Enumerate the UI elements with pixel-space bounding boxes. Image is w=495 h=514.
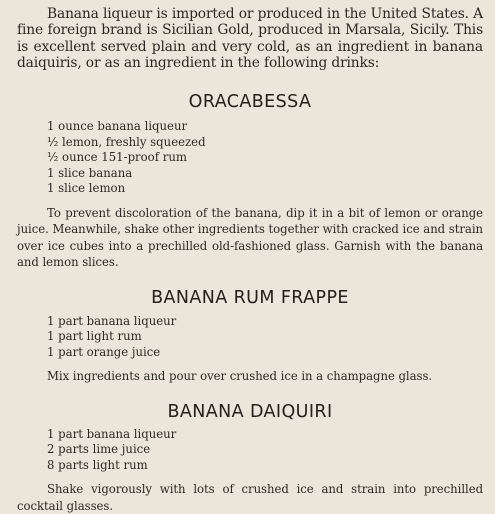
ingredient-item: 1 part light rum [47,329,142,344]
ingredient-item: ½ lemon, freshly squeezed [47,134,206,149]
directions-banana-daiquiri: Shake vigorously with lots of crushed ice and strain into prechilled cocktail glasses. [17,482,483,513]
ingredient-list-banana-daiquiri [17,427,483,474]
ingredient-item: 1 ounce banana liqueur [47,119,188,134]
ingredient-list-oracabessa [17,119,483,197]
intro-paragraph: Banana liqueur is imported or produced in the United States. A fine foreign brand is Sicilian Gold, produced in Marsala, Sicily. This is excellent served plain and very cold, as an ingredient in banana daiquiris, or as an ingredient in the following drinks: [17,6,483,71]
recipe-title-banana-daiquiri: BANANA DAIQUIRI [167,401,333,422]
ingredient-item: 2 parts lime juice [47,442,151,457]
directions-oracabessa: To prevent discoloration of the banana, dip it in a bit of lemon or orange juice. Meanwhile, shake other ingredients together with cracked ice and strain over ice cubes into a prechilled old-fashioned glass. Garnish with the banana and lemon slices. [17,205,483,270]
ingredient-item: 1 slice banana [47,165,133,180]
ingredient-item: ½ ounce 151-proof rum [47,150,187,165]
ingredient-list-banana-rum-frappe [17,314,483,361]
ingredient-item: 1 slice lemon [47,181,126,196]
ingredient-item: 1 part banana liqueur [47,313,177,328]
directions-banana-rum-frappe: Mix ingredients and pour over crushed ice in a champagne glass. [47,369,433,384]
recipe-title-oracabessa: ORACABESSA [188,92,312,113]
recipe-title-banana-rum-frappe: BANANA RUM FRAPPE [151,287,349,308]
ingredient-item: 1 part banana liqueur [47,426,177,441]
ingredient-item: 8 parts light rum [47,457,148,472]
ingredient-item: 1 part orange juice [47,344,161,359]
